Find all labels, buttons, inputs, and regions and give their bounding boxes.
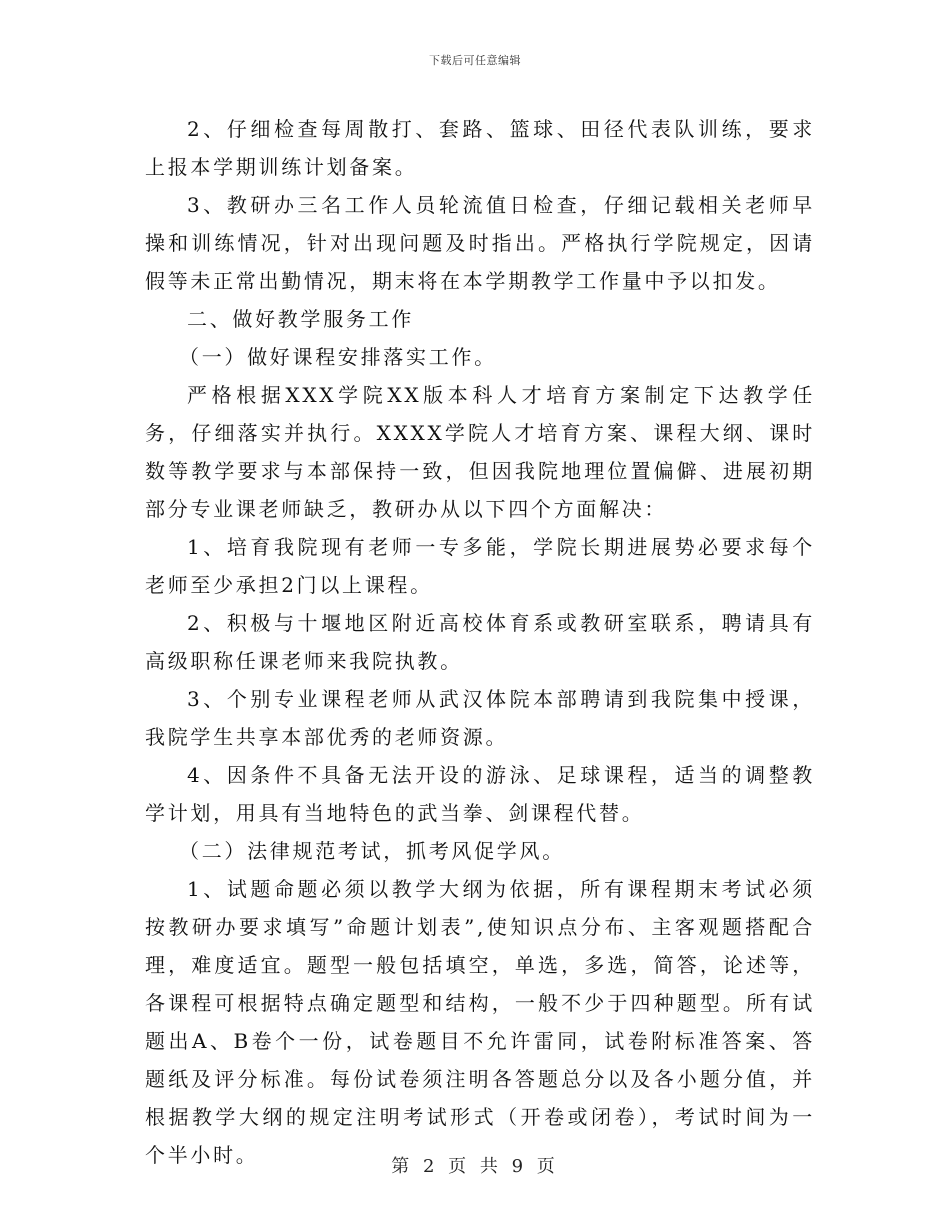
document-body: [145, 110, 815, 1174]
page-footer: [0, 1152, 950, 1178]
paragraph-item-3: 3、教研办三名工作人员轮流值日检查，仔细记载相关老师早操和训练情况，针对出现问题及时指出。严格执行学院规定，因请假等未正常出勤情况，期末将在本学期教学工作量中予以扣发。: [145, 193, 815, 293]
footer-middle: 页 共: [448, 1156, 502, 1177]
total-page-number: 9: [511, 1156, 528, 1177]
paragraph-solution-4: 4、因条件不具备无法开设的游泳、足球课程，适当的调整教学计划，用具有当地特色的武当拳、剑课程代替。: [145, 763, 815, 825]
paragraph-curriculum: 严格根据XXX学院XX版本科人才培育方案制定下达教学任务，仔细落实并执行。XXXX学院人才培育方案、课程大纲、课时数等教学要求与本部保持一致，但因我院地理位置偏僻、进展初期部分专业课老师缺乏，教研办从以下四个方面解决：: [145, 383, 815, 521]
paragraph-solution-1: 1、培育我院现有老师一专多能，学院长期进展势必要求每个老师至少承担2门以上课程。: [145, 535, 815, 597]
footer-suffix: 页: [536, 1156, 559, 1177]
footer-prefix: 第: [391, 1156, 414, 1177]
subsection-heading-1: （一）做好课程安排落实工作。: [179, 345, 497, 369]
page-header: 下载后可任意编辑: [429, 54, 521, 67]
paragraph-item-2: 2、仔细检查每周散打、套路、篮球、田径代表队训练，要求上报本学期训练计划备案。: [145, 117, 815, 179]
paragraph-solution-2: 2、积极与十堰地区附近高校体育系或教研室联系，聘请具有高级职称任课老师来我院执教。: [145, 611, 815, 673]
paragraph-solution-3: 3、个别专业课程老师从武汉体院本部聘请到我院集中授课，我院学生共享本部优秀的老师资源。: [145, 687, 815, 749]
subsection-heading-2: （二）法律规范考试，抓考风促学风。: [179, 839, 565, 863]
section-heading: 二、做好教学服务工作: [187, 307, 414, 331]
paragraph-exam-rules: 1、试题命题必须以教学大纲为依据，所有课程期末考试必须按教研办要求填写”命题计划表”,使知识点分布、主客观题搭配合理，难度适宜。题型一般包括填空，单选，多选，简答，论述等，各课程可根据特点确定题型和结构，一般不少于四种题型。所有试题出A、B卷个一份，试卷题目不允许雷同，试卷附标准答案、答题纸及评分标准。每份试卷须注明各答题总分以及各小题分值，并根据教学大纲的规定注明考试形式（开卷或闭卷），考试时间为一个半小时。: [145, 877, 815, 1167]
current-page-number: 2: [422, 1156, 439, 1177]
